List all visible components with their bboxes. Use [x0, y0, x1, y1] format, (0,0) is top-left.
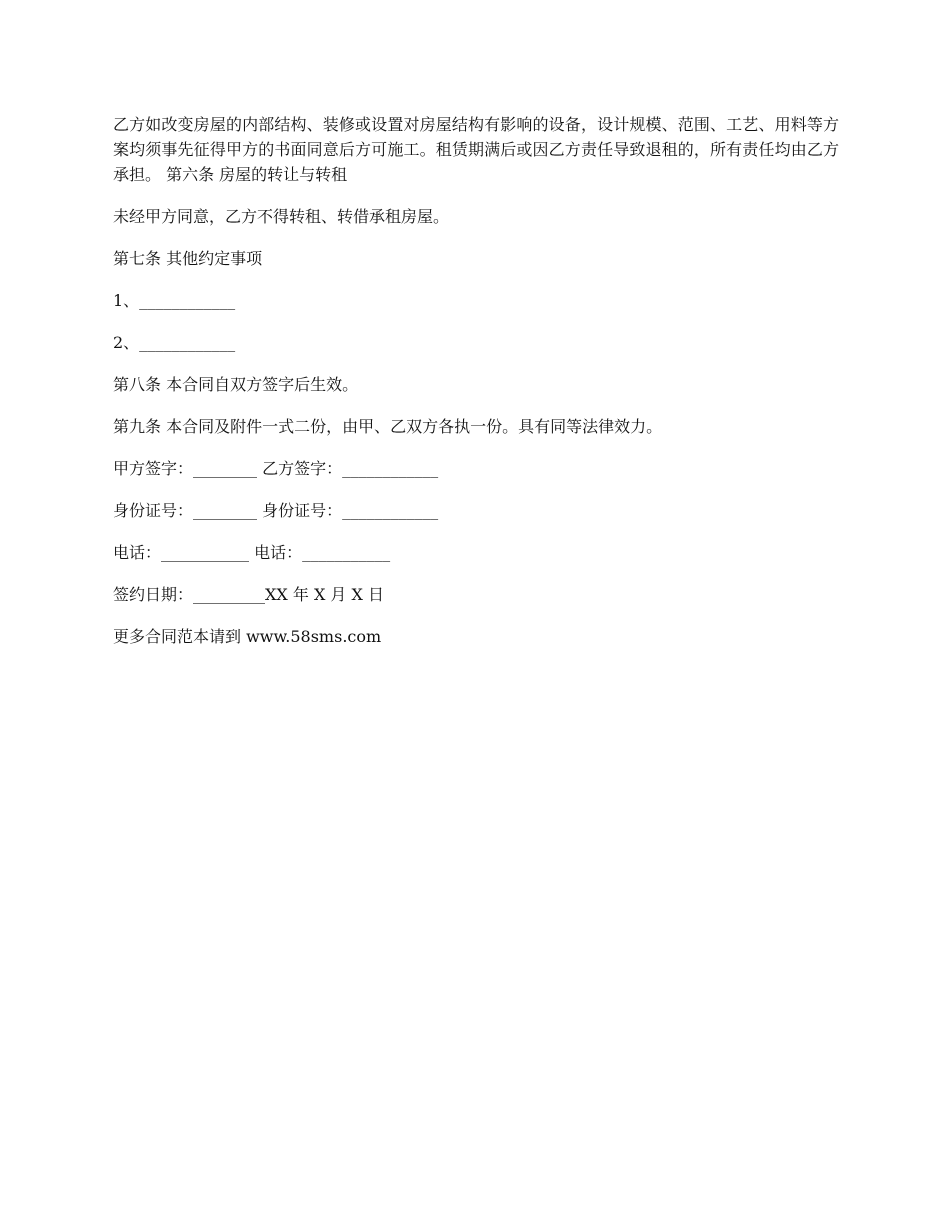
- paragraph-item-2: 2、____________: [113, 333, 236, 352]
- paragraph-article-7-title: 第七条 其他约定事项: [113, 249, 263, 268]
- paragraph-sublease-clause: 未经甲方同意，乙方不得转租、转借承租房屋。: [113, 207, 450, 226]
- paragraph-article-9: 第九条 本合同及附件一式二份，由甲、乙双方各执一份。具有同等法律效力。: [113, 417, 663, 436]
- paragraph-id-numbers: 身份证号：________ 身份证号：____________: [113, 501, 439, 520]
- paragraph-signatures: 甲方签字：________ 乙方签字：____________: [113, 459, 439, 478]
- paragraph-item-1: 1、____________: [113, 291, 236, 310]
- document-body: [113, 112, 839, 666]
- paragraph-article-8: 第八条 本合同自双方签字后生效。: [113, 375, 359, 394]
- paragraph-signing-date: 签约日期：_________XX 年 X 月 X 日: [113, 585, 384, 604]
- paragraph-renovation-clause: 乙方如改变房屋的内部结构、装修或设置对房屋结构有影响的设备，设计规模、范围、工艺、用料等方案均须事先征得甲方的书面同意后方可施工。租赁期满后或因乙方责任导致退租的，所有责任均由乙方承担。 第六条 房屋的转让与转租: [113, 115, 839, 184]
- paragraph-footer-link: 更多合同范本请到 www.58sms.com: [113, 627, 382, 646]
- paragraph-phones: 电话：___________ 电话：___________: [113, 543, 391, 562]
